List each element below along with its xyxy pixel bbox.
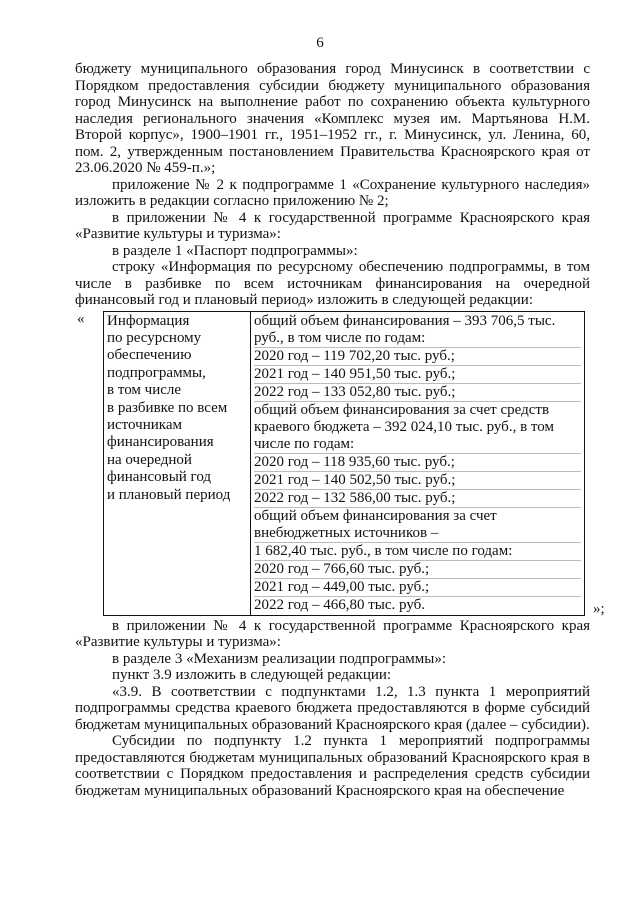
label-line: на очередной <box>107 451 192 468</box>
value-line: 2020 год – 766,60 тыс. руб.; <box>254 561 581 579</box>
resource-table <box>103 311 585 616</box>
value-line: общий объем финансирования за счет средств краевого бюджета – 392 024,10 тыс. руб., в том числе по годам: <box>254 402 581 454</box>
label-line: обеспечению <box>107 347 192 364</box>
paragraph: в разделе 3 «Механизм реализации подпрограммы»: <box>112 650 446 667</box>
paragraph: бюджету муниципального образования город Минусинск в соответствии с Порядком предоставления субсидии бюджету муниципального образования город Минусинск на выполнение работ по сохранению объекта культурного наследия регионального значения «Комплекс музея им. Мартьянова Н.М. Второй корпус», 1900–1901 гг., 1951–1952 гг., г. Минусинск, ул. Ленина, 60, пом. 2, утвержденным постановлением Правительства Красноярского края от 23.06.2020 № 459-п.»; <box>75 61 590 176</box>
paragraph: строку «Информация по ресурсному обеспечению подпрограммы, в том числе в разбивке по всем источникам финансирования на очередной финансовый год и плановый период» изложить в следующей редакции: <box>75 259 590 308</box>
paragraph: в разделе 1 «Паспорт подпрограммы»: <box>112 242 358 259</box>
value-line: 2020 год – 119 702,20 тыс. руб.; <box>254 348 581 366</box>
value-line: 2022 год – 466,80 тыс. руб. <box>254 596 426 613</box>
table-row <box>104 311 585 615</box>
label-line: Информация <box>107 312 190 329</box>
table-label-cell <box>104 311 251 615</box>
paragraph: пункт 3.9 изложить в следующей редакции: <box>112 667 392 683</box>
closing-quote: »; <box>593 601 605 617</box>
label-line: финансирования <box>107 434 214 451</box>
value-line: 2021 год – 449,00 тыс. руб.; <box>254 579 581 597</box>
paragraph: приложение № 2 к подпрограмме 1 «Сохранение культурного наследия» изложить в редакции согласно приложению № 2; <box>75 176 590 209</box>
value-line: 1 682,40 тыс. руб., в том числе по годам: <box>254 543 581 561</box>
resource-table-block <box>75 310 605 617</box>
value-line: общий объем финансирования – 393 706,5 тыс. руб., в том числе по годам: <box>254 313 581 348</box>
label-line: источникам <box>107 416 182 433</box>
value-line: 2022 год – 133 052,80 тыс. руб.; <box>254 384 581 402</box>
value-line: 2021 год – 140 951,50 тыс. руб.; <box>254 366 581 384</box>
paragraph: в приложении № 4 к государственной программе Красноярского края «Развитие культуры и туризма»: <box>75 209 590 242</box>
page-number: 6 <box>316 35 324 51</box>
value-line: 2022 год – 132 586,00 тыс. руб.; <box>254 490 581 508</box>
label-line: по ресурсному <box>107 329 202 346</box>
value-line: 2021 год – 140 502,50 тыс. руб.; <box>254 472 581 490</box>
value-line: 2020 год – 118 935,60 тыс. руб.; <box>254 454 581 472</box>
value-line: общий объем финансирования за счет внебюджетных источников – <box>254 508 581 543</box>
table-value-cell <box>251 311 585 615</box>
document-body <box>75 61 605 799</box>
paragraph: «3.9. В соответствии с подпунктами 1.2, 1.3 пункта 1 мероприятий подпрограммы средства краевого бюджета предоставляются в форме субсидий бюджетам муниципальных образований Красноярского края (далее – субсидии). <box>75 683 590 733</box>
paragraph: Субсидии по подпункту 1.2 пункта 1 мероприятий подпрограммы предоставляются бюджетам муниципальных образований Красноярского края в соответствии с Порядком предоставления и распределения средств субсидии бюджетам муниципальных образований Красноярского края на обеспечение <box>75 733 590 799</box>
label-line: и плановый период <box>107 486 231 503</box>
label-line: в том числе <box>107 382 182 399</box>
label-line: подпрограммы, <box>107 364 206 381</box>
paragraph: в приложении № 4 к государственной программе Красноярского края «Развитие культуры и туризма»: <box>75 617 590 650</box>
opening-quote: « <box>77 310 85 327</box>
label-line: финансовый год <box>107 469 212 486</box>
label-line: в разбивке по всем <box>107 399 228 416</box>
